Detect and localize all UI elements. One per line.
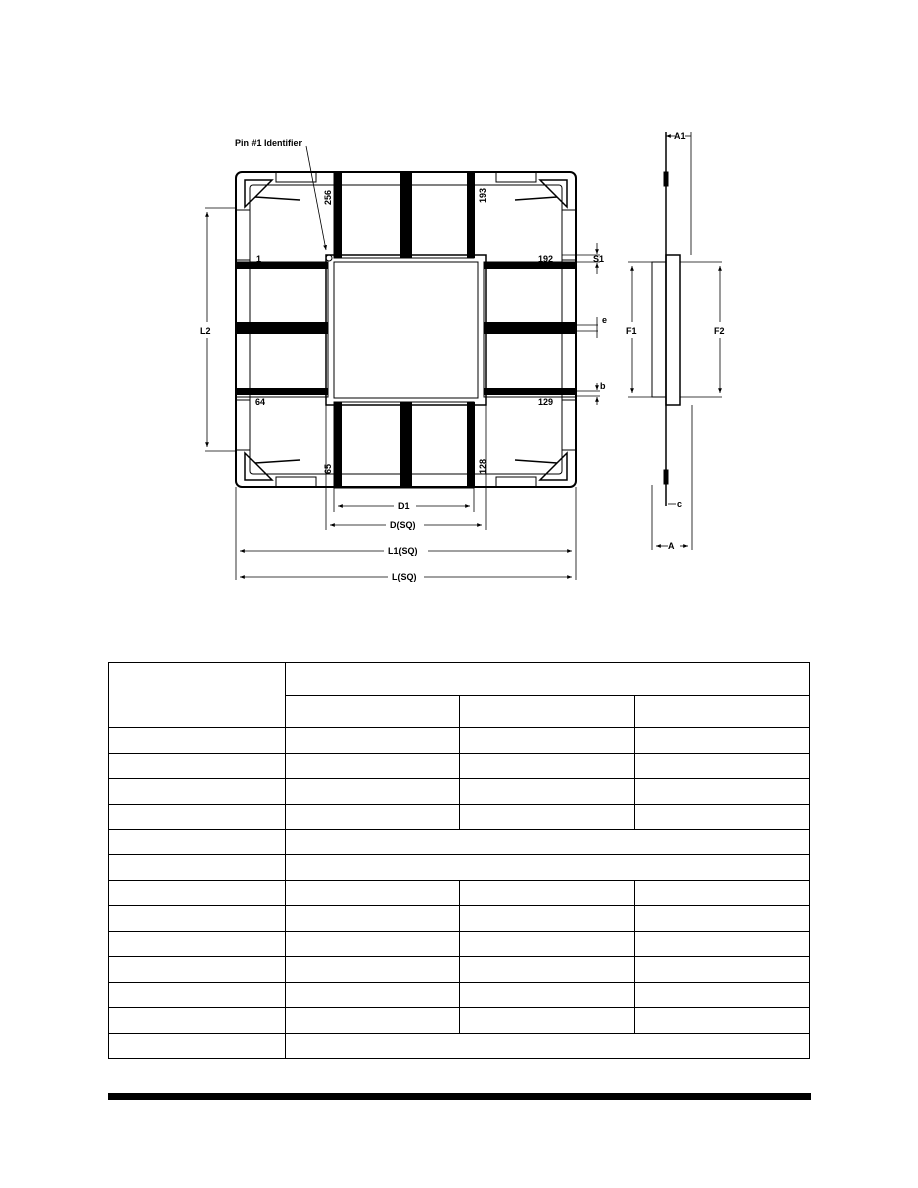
table-cell <box>460 931 635 956</box>
table-row <box>109 931 810 956</box>
pin-label-256: 256 <box>323 189 333 205</box>
table-cell <box>286 1033 810 1059</box>
table-cell <box>109 982 286 1007</box>
pin-label-64: 64 <box>255 397 266 407</box>
table-row <box>109 753 810 778</box>
pin-label-129: 129 <box>538 397 554 407</box>
table-cell <box>109 931 286 956</box>
dim-a: A <box>668 541 675 551</box>
table-cell <box>460 779 635 804</box>
table-row <box>109 830 810 855</box>
table-cell <box>286 906 460 931</box>
dim-d1: D1 <box>398 501 410 511</box>
table-row <box>109 1033 810 1059</box>
pin-label-1: 1 <box>256 254 262 264</box>
table-cell <box>460 1008 635 1033</box>
table-row <box>109 880 810 905</box>
table-cell <box>635 728 810 753</box>
table-cell <box>286 830 810 855</box>
table-cell <box>635 931 810 956</box>
table-cell <box>460 982 635 1007</box>
dim-c: c <box>677 499 683 509</box>
table-cell <box>109 855 286 880</box>
table-cell <box>109 1033 286 1059</box>
table-cell <box>109 728 286 753</box>
table-cell <box>286 931 460 956</box>
table-row <box>109 957 810 982</box>
table-cell <box>635 804 810 829</box>
table-cell <box>109 753 286 778</box>
dim-l1: L1(SQ) <box>388 546 418 556</box>
header-symbol-cell <box>109 663 286 728</box>
table-cell <box>109 779 286 804</box>
table-cell <box>109 830 286 855</box>
dimension-table <box>108 662 810 1059</box>
table-cell <box>109 804 286 829</box>
table-cell <box>460 753 635 778</box>
table-cell <box>635 906 810 931</box>
table-cell <box>109 1008 286 1033</box>
table-cell <box>635 1008 810 1033</box>
header-group-cell <box>286 663 810 696</box>
dim-l2: L2 <box>200 326 211 336</box>
table-cell <box>286 982 460 1007</box>
dim-f1: F1 <box>626 326 637 336</box>
table-cell <box>109 906 286 931</box>
dim-f2: F2 <box>714 326 725 336</box>
dim-a1: A1 <box>674 131 686 141</box>
table-row <box>109 663 810 696</box>
table-cell <box>635 880 810 905</box>
table-row <box>109 1008 810 1033</box>
table-cell <box>460 906 635 931</box>
dim-s1: S1 <box>593 254 605 264</box>
table-row <box>109 779 810 804</box>
table-cell <box>286 779 460 804</box>
table-cell <box>635 779 810 804</box>
package-body <box>326 255 486 405</box>
pin-label-65: 65 <box>323 463 333 474</box>
table-cell <box>109 880 286 905</box>
dim-l: L(SQ) <box>392 572 417 582</box>
table-cell <box>460 804 635 829</box>
pin-label-128: 128 <box>478 458 488 474</box>
table-cell <box>460 880 635 905</box>
table-cell <box>460 957 635 982</box>
table-cell <box>286 957 460 982</box>
dim-e: e <box>602 315 608 325</box>
pin-label-193: 193 <box>478 187 488 203</box>
table-cell <box>635 982 810 1007</box>
table-cell <box>635 957 810 982</box>
table-row <box>109 982 810 1007</box>
dim-d: D(SQ) <box>390 520 416 530</box>
table-row <box>109 855 810 880</box>
side-view <box>628 132 722 550</box>
table-row <box>109 804 810 829</box>
table-cell <box>286 855 810 880</box>
table-cell <box>635 753 810 778</box>
table-cell <box>286 728 460 753</box>
top-view <box>205 146 600 580</box>
header-nom-cell <box>460 696 635 728</box>
table-cell <box>286 1008 460 1033</box>
dim-b: b <box>600 381 606 391</box>
table-cell <box>109 957 286 982</box>
header-max-cell <box>635 696 810 728</box>
pin-label-192: 192 <box>538 254 554 264</box>
table-cell <box>286 804 460 829</box>
pin1-identifier-label: Pin #1 Identifier <box>235 138 303 148</box>
table-cell <box>460 728 635 753</box>
table-cell <box>286 880 460 905</box>
pin1-marker <box>326 255 332 261</box>
header-min-cell <box>286 696 460 728</box>
lead-bars <box>236 172 576 488</box>
table-cell <box>286 753 460 778</box>
footer-rule <box>108 1093 811 1100</box>
table-row <box>109 728 810 753</box>
table-row <box>109 906 810 931</box>
